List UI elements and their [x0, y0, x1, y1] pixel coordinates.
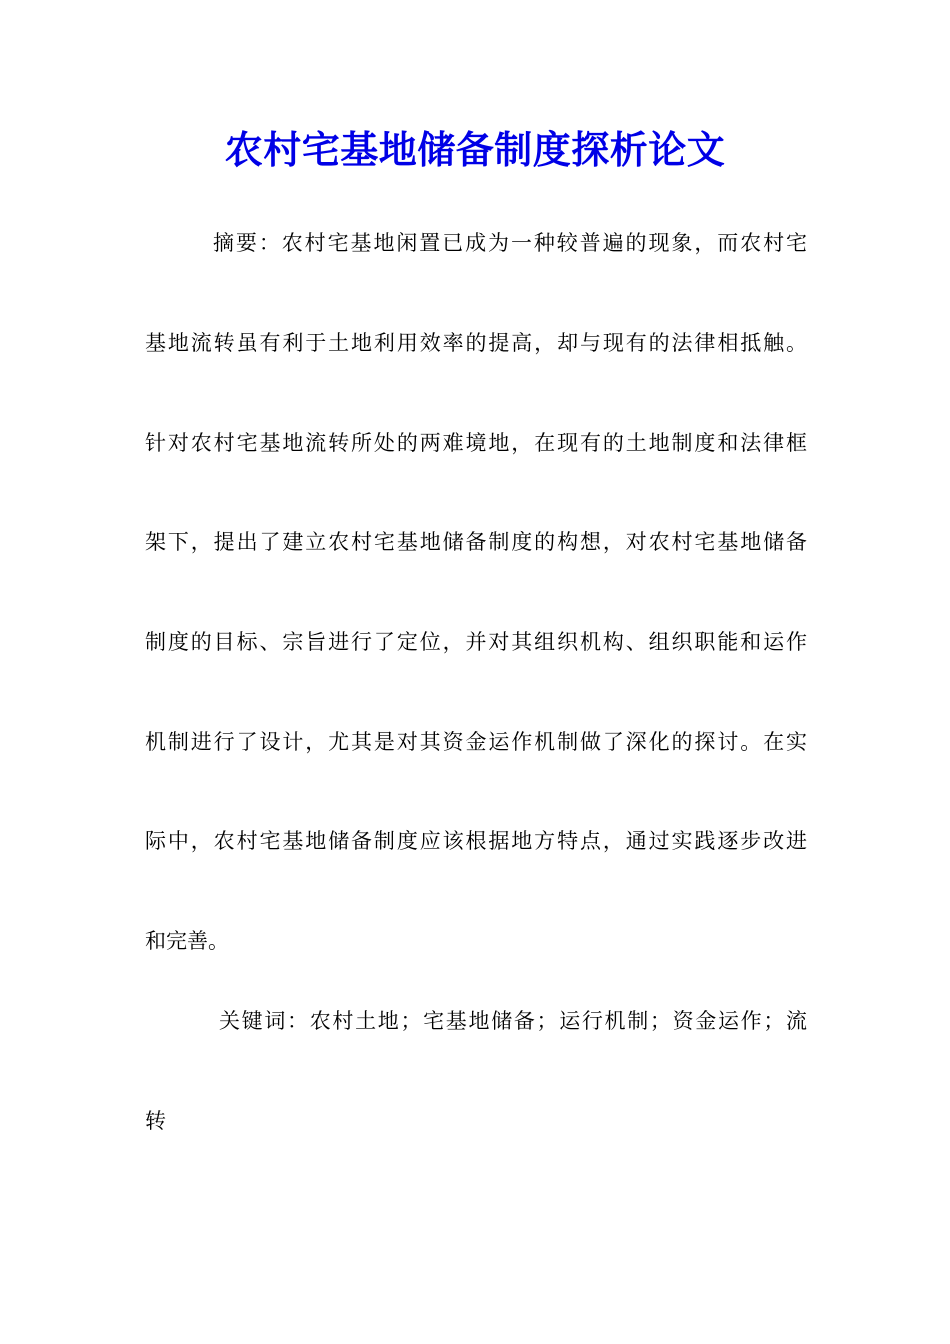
abstract-line-6: 机制进行了设计，尤其是对其资金运作机制做了深化的探讨。在实: [145, 730, 807, 754]
abstract-line-5: 制度的目标、宗旨进行了定位，并对其组织机构、组织职能和运作: [145, 630, 807, 654]
abstract-line-2: 基地流转虽有利于土地利用效率的提高，却与现有的法律相抵触。: [145, 331, 807, 355]
abstract-line-4: 架下，提出了建立农村宅基地储备制度的构想，对农村宅基地储备: [145, 530, 807, 554]
abstract-line-8: 和完善。: [145, 929, 229, 953]
keywords-line-1: 关键词：农村土地；宅基地储备；运行机制；资金运作；流: [219, 1009, 807, 1033]
abstract-line-3: 针对农村宅基地流转所处的两难境地，在现有的土地制度和法律框: [145, 431, 807, 455]
abstract-line-7: 际中，农村宅基地储备制度应该根据地方特点，通过实践逐步改进: [145, 829, 807, 853]
document-title: 农村宅基地储备制度探析论文: [224, 127, 726, 172]
keywords-line-2: 转: [145, 1109, 166, 1133]
abstract-line-1: 摘要：农村宅基地闲置已成为一种较普遍的现象，而农村宅: [213, 231, 807, 255]
